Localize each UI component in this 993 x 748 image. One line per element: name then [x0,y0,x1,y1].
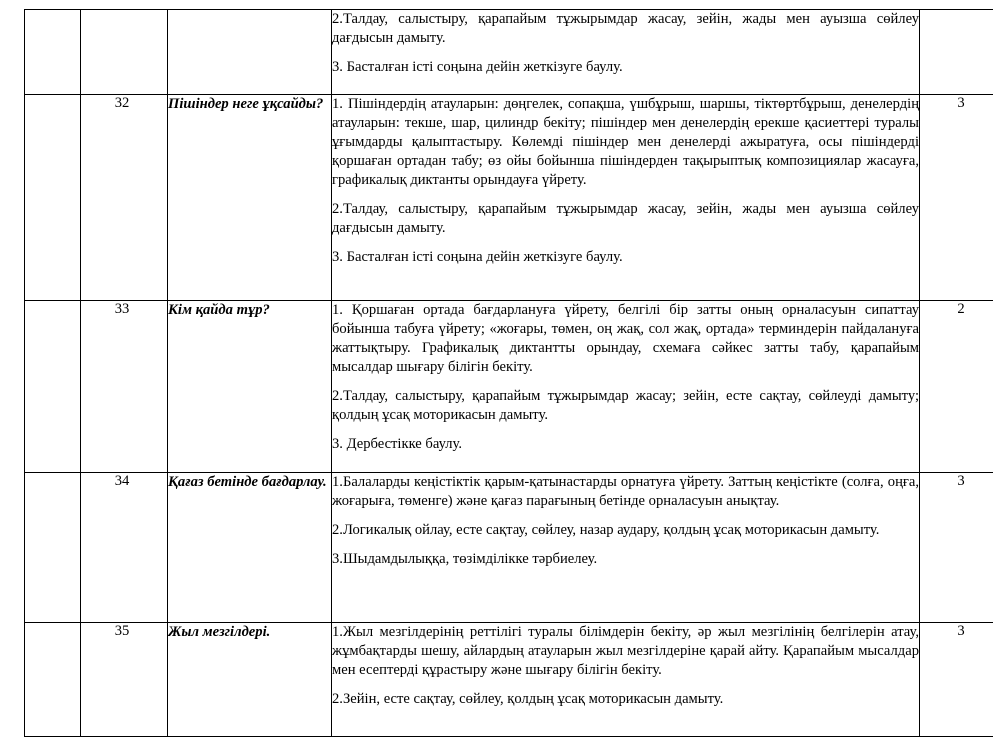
lesson-number-cell [81,10,168,95]
blank-cell [25,10,81,95]
lesson-number-cell: 34 [81,473,168,623]
hours-cell: 2 [920,301,993,473]
objective-paragraph: 1. Пішіндердің атауларын: дөңгелек, сопақша, үшбұрыш, шаршы, тіктөртбұрыш, денелердің атауларын: текше, шар, цилиндр бекіту; пішіндер мен денелердің ерекше қасиеттері туралы ұғымдарды қалыптастыру. Көлемді пішіндер мен денелерді ажыратуға, осы пішіндерді қоршаған ортадан табу; өз ойы бойынша пішіндерден тақырыптық композициялар жасауға, графикалық диктанты орындауға үйрету. [332,96,919,188]
objective-paragraph: 3.Шыдамдылыққа, төзімділікке тәрбиелеу. [332,551,598,567]
lesson-topic-cell: Кім қайда тұр? [168,301,332,473]
lesson-objectives-cell [332,623,920,737]
table-row [25,473,993,623]
lesson-topic-cell: Жыл мезгілдері. [168,623,332,737]
table-row [25,623,993,737]
objective-paragraph: 1.Жыл мезгілдерінің реттілігі туралы білімдерін бекіту, әр жыл мезгілінің белгілерін атау, жұмбақтарды шешу, айлардың атауларын жыл мезгілдеріне қарай айту. Қарапайым мысалдар мен есептерді құрастыру және шығару білігін бекіту. [332,624,919,678]
objective-paragraph: 3. Дербестікке баулу. [332,436,463,452]
lesson-number-cell: 33 [81,301,168,473]
objective-paragraph: 2.Логикалық ойлау, есте сақтау, сөйлеу, назар аудару, қолдың ұсақ моторикасын дамыту. [332,522,880,538]
lesson-topic-cell: Қағаз бетінде бағдарлау. [168,473,332,623]
lesson-topic-cell [168,10,332,95]
lesson-number-cell: 35 [81,623,168,737]
lesson-topic-cell: Пішіндер неге ұқсайды? [168,95,332,301]
hours-cell: 3 [920,473,993,623]
lesson-objectives-cell [332,95,920,301]
objective-paragraph: 2.Талдау, салыстыру, қарапайым тұжырымдар жасау, зейін, жады мен ауызша сөйлеу дағдысын дамыту. [332,201,919,236]
hours-cell [920,10,993,95]
blank-cell [25,473,81,623]
lesson-objectives-cell [332,10,920,95]
objective-paragraph: 3. Басталған істі соңына дейін жеткізуге баулу. [332,59,623,75]
objective-paragraph: 2.Талдау, салыстыру, қарапайым тұжырымдар жасау, зейін, жады мен ауызша сөйлеу дағдысын дамыту. [332,11,919,46]
lesson-plan-table [24,9,993,737]
blank-cell [25,301,81,473]
lesson-objectives-cell [332,301,920,473]
table-row [25,10,993,95]
hours-cell: 3 [920,623,993,737]
objective-paragraph: 2.Зейін, есте сақтау, сөйлеу, қолдың ұсақ моторикасын дамыту. [332,691,724,707]
objective-paragraph: 2.Талдау, салыстыру, қарапайым тұжырымдар жасау; зейін, есте сақтау, сөйлеуді дамыту; қолдың ұсақ моторикасын дамыту. [332,388,919,423]
lesson-objectives-cell [332,473,920,623]
table-row [25,95,993,301]
objective-paragraph: 3. Басталған істі соңына дейін жеткізуге баулу. [332,249,623,265]
blank-cell [25,623,81,737]
blank-cell [25,95,81,301]
hours-cell: 3 [920,95,993,301]
table-row [25,301,993,473]
objective-paragraph: 1. Қоршаған ортада бағдарлануға үйрету, белгілі бір затты оның орналасуын сипаттау бойынша табуға үйрету; «жоғары, төмен, оң жақ, сол жақ, ортада» терминдерін пайдалануға жаттықтыру. Графикалық диктантты орындау, схемаға сәйкес затты табу, қарапайым мысалдар шығару білігін бекіту. [332,302,919,375]
lesson-number-cell: 32 [81,95,168,301]
objective-paragraph: 1.Балаларды кеңістіктік қарым-қатынастарды орнатуға үйрету. Заттың кеңістікте (солға, оңға, жоғарыға, төменге) және қағаз парағының бетінде орналасуын анықтау. [332,474,919,509]
